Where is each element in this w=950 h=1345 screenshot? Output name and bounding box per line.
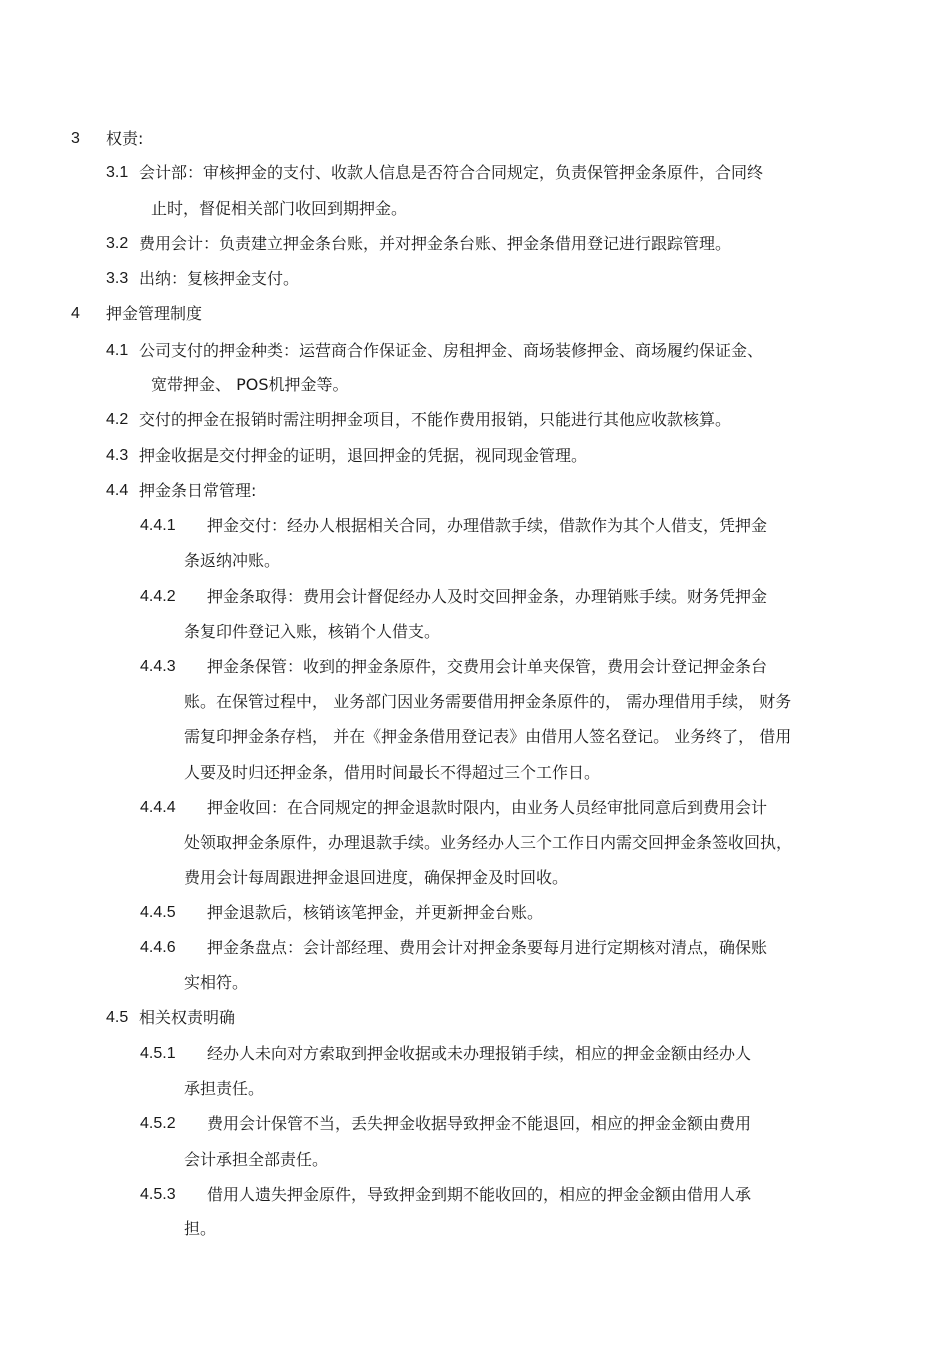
subitem-text: 会计承担全部责任。 [184,1150,329,1169]
subitem-text: 条复印件登记入账，核销个人借支。 [184,622,441,641]
subitem-number: 4.5.3 [140,1186,176,1203]
item-number: 4.5 [106,1009,129,1026]
subitem-text: 费用会计保管不当，丢失押金收据导致押金不能退回，相应的押金金额由费用 [207,1114,752,1133]
item-text: 相关权责明确 [139,1008,236,1027]
subitem-text: 承担责任。 [184,1079,265,1098]
subitem-text: 条返纳冲账。 [184,551,281,570]
item-text: 宽带押金、 POS机押金等。 [151,375,349,394]
item-number: 4.2 [106,411,129,428]
item-number: 3.2 [106,235,129,252]
item-text: 押金条日常管理: [139,481,257,500]
subitem-number: 4.4.2 [140,588,176,605]
item-text: 出纳：复核押金支付。 [139,269,300,288]
section-title: 权责: [106,129,144,148]
subitem-text: 需复印押金条存档， 并在《押金条借用登记表》由借用人签名登记。 业务终了， 借用 [184,727,792,746]
item-text: 押金收据是交付押金的证明，退回押金的凭据，视同现金管理。 [139,446,588,465]
subitem-number: 4.5.1 [140,1045,176,1062]
subitem-text: 押金退款后，核销该笔押金，并更新押金台账。 [207,903,544,922]
subitem-text: 借用人遗失押金原件，导致押金到期不能收回的，相应的押金金额由借用人承 [207,1185,752,1204]
subitem-text: 押金收回：在合同规定的押金退款时限内，由业务人员经审批同意后到费用会计 [207,798,768,817]
item-number: 4.1 [106,342,129,359]
item-text: 公司支付的押金种类：运营商合作保证金、房租押金、商场装修押金、商场履约保证金、 [139,341,764,360]
item-number: 4.4 [106,482,129,499]
subitem-number: 4.4.4 [140,799,176,816]
item-text: 交付的押金在报销时需注明押金项目，不能作费用报销，只能进行其他应收款核算。 [139,410,732,429]
section-number: 3 [71,130,80,147]
item-number: 3.1 [106,164,129,181]
subitem-text: 人要及时归还押金条，借用时间最长不得超过三个工作日。 [184,763,601,782]
item-text: 费用会计：负责建立押金条台账，并对押金条台账、押金条借用登记进行跟踪管理。 [139,234,732,253]
subitem-text: 经办人未向对方索取到押金收据或未办理报销手续，相应的押金金额由经办人 [207,1044,752,1063]
subitem-text: 账。在保管过程中， 业务部门因业务需要借用押金条原件的， 需办理借用手续， 财务 [184,692,792,711]
subitem-text: 处领取押金条原件，办理退款手续。业务经办人三个工作日内需交回押金条签收回执， [184,833,793,852]
section-title: 押金管理制度 [106,304,203,323]
subitem-number: 4.5.2 [140,1115,176,1132]
subitem-text: 押金条取得：费用会计督促经办人及时交回押金条，办理销账手续。财务凭押金 [207,587,768,606]
subitem-number: 4.4.5 [140,904,176,921]
section-number: 4 [71,305,80,322]
item-text: 止时，督促相关部门收回到期押金。 [151,199,408,218]
item-number: 3.3 [106,270,129,287]
item-number: 4.3 [106,447,129,464]
subitem-text: 押金交付：经办人根据相关合同，办理借款手续，借款作为其个人借支，凭押金 [207,516,768,535]
subitem-text: 押金条盘点：会计部经理、费用会计对押金条要每月进行定期核对清点，确保账 [207,938,768,957]
subitem-text: 费用会计每周跟进押金退回进度，确保押金及时回收。 [184,868,569,887]
subitem-text: 押金条保管：收到的押金条原件，交费用会计单夹保管，费用会计登记押金条台 [207,657,768,676]
subitem-text: 担。 [184,1219,217,1238]
item-text: 会计部：审核押金的支付、收款人信息是否符合合同规定，负责保管押金条原件，合同终 [139,163,764,182]
subitem-text: 实相符。 [184,973,249,992]
subitem-number: 4.4.6 [140,939,176,956]
subitem-number: 4.4.3 [140,658,176,675]
subitem-number: 4.4.1 [140,517,176,534]
